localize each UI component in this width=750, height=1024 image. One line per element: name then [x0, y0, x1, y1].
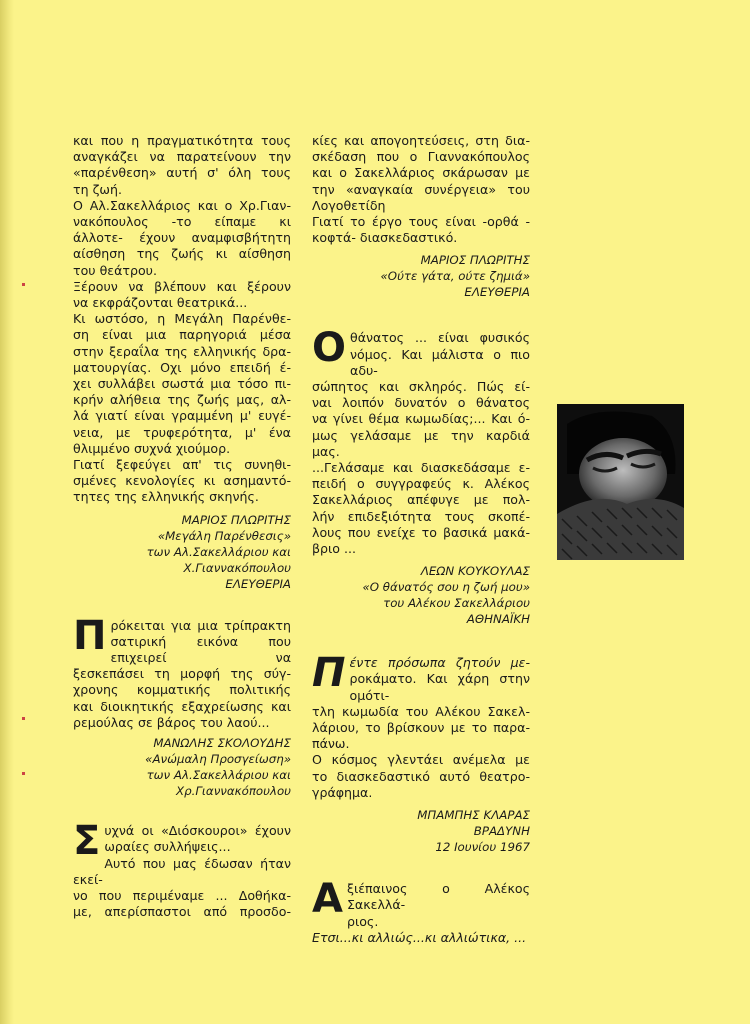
text-line: μως γελάσαμε με την καρδιά — [312, 427, 530, 443]
text-line: πάνω. — [312, 736, 350, 752]
signature — [312, 807, 530, 855]
text-line: ρεμούλας σε βάρος του λαού... — [73, 714, 270, 730]
text-line: ματουργίας. Οχι μόνο επειδή έ- — [73, 359, 291, 375]
text-line: την «αναγκαία συνέργεια» του — [312, 181, 530, 197]
review-axiepainos — [312, 876, 530, 946]
text-line: σατιρική εικόνα που επιχειρεί να — [110, 633, 291, 666]
text-line: σμένες κενολογίες κι ασημαντό- — [73, 473, 291, 489]
text-line: Ο κόσμος γλεντάει ανέμελα με — [312, 752, 530, 768]
text-line: Κι ωστόσο, η Μεγάλη Παρένθε- — [73, 311, 291, 327]
newspaper: ΑΘΗΝΑΪΚΗ — [466, 612, 530, 627]
signature — [73, 735, 291, 799]
text-line: νακόπουλος -το είπαμε κι — [73, 214, 291, 230]
text-line: λους που ενείχε το βασικά μακά- — [312, 524, 530, 540]
text-line: κοφτά- διασκεδαστικό. — [312, 230, 458, 246]
text-line: λά γιατί είναι γραμμένη μ' ευγέ- — [73, 408, 291, 424]
text-line: και που η πραγματικότητα τους — [73, 133, 291, 148]
text-line: τη ζωή. — [73, 181, 122, 197]
drop-cap: Π — [312, 650, 346, 697]
text-line: μας. — [312, 443, 340, 459]
text-line: το διασκεδαστικό αυτό θεατρο- — [312, 768, 530, 784]
text-line: ριος. — [346, 913, 379, 929]
text-line: αναγκάζει να παρατείνουν την — [73, 149, 291, 165]
text-line: τητες της ελληνικής σκηνής. — [73, 489, 259, 505]
newspaper: ΕΛΕΥΘΕΡΙΑ — [225, 576, 291, 591]
credit: των Αλ.Σακελλάριου και — [146, 544, 291, 559]
author: ΜΑΡΙΟΣ ΠΛΩΡΙΤΗΣ — [420, 253, 530, 268]
text-line: του θεάτρου. — [73, 262, 157, 278]
text-line: έντε πρόσωπα ζητούν με- — [349, 655, 530, 671]
text-line: θλιμμένο συχνά χιούμορ. — [73, 440, 231, 456]
review-o-thanatos — [312, 325, 530, 627]
author: ΜΑΝΩΛΗΣ ΣΚΟΛΟΥΔΗΣ — [153, 736, 291, 751]
play-title: «Ούτε γάτα, ούτε ζημιά» — [380, 269, 530, 284]
text-line: κίες και απογοητεύσεις, στη δια- — [312, 133, 530, 148]
text-line: ρόκειται για μια τρίπρακτη — [110, 617, 291, 633]
text-line: λάριου, το βρίσκουν με το παρα- — [312, 720, 530, 736]
text-line: με, απερίσπαστοι από προσδο- — [73, 904, 291, 920]
credit: Χρ.Γιαννακόπουλου — [176, 784, 291, 799]
text-line: άλλοτε- έχουν αναμφισβήτητη — [73, 230, 291, 246]
text-line: να εκφράζονται θεατρικά... — [73, 295, 248, 311]
text-line: ξιέπαινος ο Αλέκος Σακελλά- — [346, 881, 530, 913]
text-line: Ετσι...κι αλλιώς...κι αλλιώτικα, ... — [312, 929, 527, 945]
right-column — [312, 133, 530, 968]
text-line: ξεσκεπάσει τη μορφή της σύγ- — [73, 666, 291, 682]
text-line: ση είναι μια παρηγοριά μέσα — [73, 327, 291, 343]
review-megali-parenthesi — [73, 133, 291, 592]
text-line: ...Γελάσαμε και διασκεδάσαμε ε- — [312, 460, 530, 476]
text-line: Αυτό που μας έδωσαν ήταν εκεί- — [73, 855, 291, 887]
text-line: νο που περιμέναμε ... Δοθήκα- — [73, 887, 291, 903]
text-line: κρήν αλήθεια της ζωής μας, αλ- — [73, 392, 291, 408]
text-line: και διοικητικής εξαχρείωσης και — [73, 698, 291, 714]
drop-cap: Ο — [312, 325, 347, 372]
text-line: χρονης κομματικής πολιτικής — [73, 682, 291, 698]
review-anomali-prosgeiosi — [73, 612, 291, 799]
text-line: ναι λοιπόν δυνατόν ο θάνατος — [312, 395, 530, 411]
review-pente-prosopa — [312, 650, 530, 855]
author: ΜΠΑΜΠΗΣ ΚΛΑΡΑΣ — [417, 808, 530, 823]
page-fold-edge — [0, 0, 14, 1024]
play-title: «Ανώμαλη Προσγείωση» — [145, 752, 291, 767]
margin-mark — [22, 772, 25, 775]
newspaper: ΕΛΕΥΘΕΡΙΑ — [464, 285, 530, 300]
text-line: Σακελλάριος απέφυγε με πολ- — [312, 492, 530, 508]
text-line: βριο ... — [312, 541, 357, 557]
text-line: τλη κωμωδία του Αλέκου Σακελ- — [312, 703, 530, 719]
play-title: «Μεγάλη Παρένθεσις» — [157, 528, 291, 543]
text-line: σκέδαση που ο Γιαννακόπουλος — [312, 149, 530, 165]
credit: του Αλέκου Σακελλάριου — [383, 596, 530, 611]
credit: Χ.Γιαννακόπουλου — [183, 560, 291, 575]
left-column — [73, 133, 291, 942]
drop-cap: Σ — [73, 818, 101, 865]
portrait-photo — [557, 404, 684, 560]
text-line: στην ξεραΐλα της ελληνικής δρα- — [73, 343, 291, 359]
text-line: και ο Σακελλάριος σκάρωσαν με — [312, 165, 530, 181]
text-line: σώπητος και σκληρός. Πώς εί- — [312, 379, 530, 395]
author: ΜΑΡΙΟΣ ΠΛΩΡΙΤΗΣ — [181, 512, 291, 527]
signature — [312, 252, 530, 300]
signature — [312, 563, 530, 627]
credit: των Αλ.Σακελλάριου και — [146, 768, 291, 783]
drop-cap: Α — [312, 876, 343, 923]
portrait-image — [557, 404, 684, 560]
text-line: αίσθηση της ζωής κι αίσθηση — [73, 246, 291, 262]
text-line: Γιατί ξεφεύγει απ' τις συνηθι- — [73, 457, 291, 473]
text-line: Ξέρουν να βλέπουν και ξέρουν — [73, 278, 291, 294]
text-line: πειδή ο συγγραφεύς κ. Αλέκος — [312, 476, 530, 492]
review-oute-gata — [312, 133, 530, 300]
text-line: υχνά οι «Διόσκουροι» έχουν — [104, 823, 291, 839]
text-line: λήν επιδεξιότητα τους σκοπέ- — [312, 508, 530, 524]
text-line: Ο Αλ.Σακελλάριος και ο Χρ.Γιαν- — [73, 197, 291, 213]
text-line: ροκάματο. Και χάρη στην ομότι- — [349, 671, 530, 703]
text-line: νεια, με τρυφερότητα, μ' ένα — [73, 424, 291, 440]
text-line: νόμος. Και μάλιστα ο πιο αδυ- — [350, 346, 530, 378]
drop-cap: Π — [73, 612, 107, 659]
text-line: θάνατος ... είναι φυσικός — [350, 330, 530, 346]
margin-mark — [22, 717, 25, 720]
review-dioskouroi — [73, 818, 291, 920]
newspaper: ΒΡΑΔΥΝΗ — [473, 824, 530, 839]
date: 12 Ιουνίου 1967 — [435, 840, 530, 855]
text-line: Λογοθετίδη — [312, 197, 386, 213]
margin-mark — [22, 283, 25, 286]
signature — [73, 512, 291, 592]
text-line: ωραίες συλλήψεις... — [104, 839, 231, 855]
text-line: Γιατί το έργο τους είναι -ορθά - — [312, 214, 530, 230]
text-line: «παρένθεση» αυτή σ' όλη τους — [73, 165, 291, 181]
text-line: χει συλλάβει σωστά μια τόσο πι- — [73, 376, 291, 392]
play-title: «Ο θάνατός σου η ζωή μου» — [362, 580, 530, 595]
author: ΛΕΩΝ ΚΟΥΚΟΥΛΑΣ — [420, 564, 530, 579]
text-line: γράφημα. — [312, 784, 373, 800]
text-line: να γίνει θέμα κωμωδίας;... Και ό- — [312, 411, 530, 427]
